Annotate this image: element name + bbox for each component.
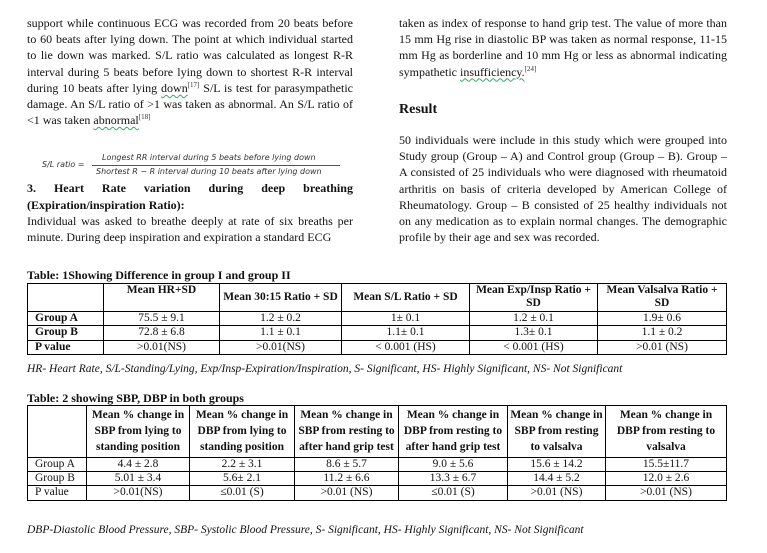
table-cell: 1.1± 0.1: [342, 326, 470, 340]
table-row: [28, 311, 727, 325]
table-header-cell: [28, 284, 104, 312]
text-fragment: taken as index of response to hand grip test. The value of more than 15 mm Hg rise in diastolic BP was taken as normal response, 11-15 mm Hg as borderline and 10 mm Hg or less as abnormal indicating sympathetic: [399, 16, 727, 79]
row-label: Group B: [28, 472, 87, 486]
citation-18[interactable]: [18]: [138, 113, 151, 122]
fraction-bar: [92, 165, 340, 166]
table-cell: >0.01 (NS): [295, 486, 399, 500]
table1-title: Table: 1Showing Difference in group I and group II: [27, 268, 291, 282]
row-label: Group A: [28, 311, 104, 325]
table-cell: < 0.001 (HS): [342, 340, 470, 354]
citation-24[interactable]: [24]: [524, 64, 537, 73]
table-header-cell: Mean Exp/Insp Ratio + SD: [470, 284, 598, 312]
insufficiency-word: insufficiency.: [459, 64, 525, 79]
table-header-cell: Mean % change in SBP from lying to standing position: [87, 406, 190, 458]
down-word: down: [161, 80, 188, 95]
left-paragraph-1: [27, 15, 353, 128]
table-cell: 12.0 ± 2.6: [606, 472, 727, 486]
table-header-cell: Mean S/L Ratio + SD: [342, 284, 470, 312]
table1: [27, 283, 727, 355]
table-cell: 5.6± 2.1: [190, 472, 295, 486]
heading-word: during: [208, 181, 244, 196]
section-3-heading-line2: (Expiration/inspiration Ratio):: [27, 197, 185, 212]
result-heading: Result: [399, 101, 438, 117]
table-header-cell: Mean 30:15 Ratio + SD: [220, 284, 342, 312]
table-cell: 1± 0.1: [342, 311, 470, 325]
heading-word: Heart: [53, 181, 84, 196]
heading-word: 3.: [27, 181, 36, 196]
table-cell: >0.01(NS): [87, 486, 190, 500]
formula-denominator: Shortest R − R interval during 10 beats after lying down: [96, 167, 322, 176]
formula-lhs: S/L ratio =: [42, 160, 85, 169]
row-label: Group B: [28, 326, 104, 340]
table-cell: 15.5±11.7: [606, 457, 727, 471]
heading-word: variation: [143, 181, 191, 196]
table-cell: 14.4 ± 5.2: [508, 472, 606, 486]
table-cell: >0.01(NS): [104, 340, 220, 354]
table-cell: 15.6 ± 14.2: [508, 457, 606, 471]
table-header-cell: Mean HR+SD: [104, 284, 220, 312]
table-cell: 9.0 ± 5.6: [399, 457, 508, 471]
sl-ratio-formula: [42, 153, 342, 183]
heading-word: deep: [261, 181, 286, 196]
table-row: [28, 457, 727, 471]
table-header-cell: [28, 406, 87, 458]
table-cell: >0.01 (NS): [606, 486, 727, 500]
text-fragment: S/L is test for parasympathetic damage. An S/L ratio of >1 was taken as abnormal. An S/L ratio of <1 was taken: [27, 80, 353, 128]
table-cell: 4.4 ± 2.8: [87, 457, 190, 471]
result-paragraph: 50 individuals were include in this study which were grouped into Study group (Group – A) and Control group (Group – B). Group – A consisted of 25 individuals who were diagnosed with rheumatoid arthritis on basis of criteria developed by American College of Rheumatology. Group – B consisted of 25 healthy individuals not on any medication as to explain normal changes. The demographic profile by their age and sex was recorded.: [399, 133, 727, 245]
table-header-cell: Mean % change in SBP from resting to after hand grip test: [295, 406, 399, 458]
section-3-paragraph: Individual was asked to breathe deeply at rate of six breaths per minute. During deep inspiration and expiration a standard ECG: [27, 213, 353, 245]
table-cell: 8.6 ± 5.7: [295, 457, 399, 471]
table-cell: < 0.001 (HS): [470, 340, 598, 354]
row-label: Group A: [28, 457, 87, 471]
table-cell: 13.3 ± 6.7: [399, 472, 508, 486]
table2-header-row: [28, 406, 727, 458]
table-header-cell: Mean % change in DBP from resting to valsalva: [606, 406, 727, 458]
table-cell: 72.8 ± 6.8: [104, 326, 220, 340]
row-label: P value: [28, 486, 87, 500]
right-paragraph-1: [399, 15, 727, 80]
table-cell: 11.2 ± 6.6: [295, 472, 399, 486]
table-cell: 5.01 ± 3.4: [87, 472, 190, 486]
table-cell: 2.2 ± 3.1: [190, 457, 295, 471]
table-cell: 1.2 ± 0.2: [220, 311, 342, 325]
table-row: [28, 472, 727, 486]
table-header-cell: Mean % change in DBP from lying to standing position: [190, 406, 295, 458]
table-cell: ≤0.01 (S): [399, 486, 508, 500]
table-cell: >0.01 (NS): [598, 340, 727, 354]
table-header-cell: Mean % change in DBP from resting to after hand grip test: [399, 406, 508, 458]
table-cell: 1.1 ± 0.2: [598, 326, 727, 340]
table-cell: >0.01(NS): [220, 340, 342, 354]
citation-17[interactable]: [17]: [187, 80, 200, 89]
table-row: [28, 326, 727, 340]
table2: [27, 405, 727, 501]
table1-footnote: HR- Heart Rate, S/L-Standing/Lying, Exp/Insp-Expiration/Inspiration, S- Significant, HS- Highly Significant, NS- Not Significant: [27, 363, 623, 375]
table-header-cell: Mean Valsalva Ratio + SD: [598, 284, 727, 312]
table-cell: 1.9± 0.6: [598, 311, 727, 325]
table-cell: 1.2 ± 0.1: [470, 311, 598, 325]
heading-word: breathing: [303, 181, 353, 196]
table-cell: ≤0.01 (S): [190, 486, 295, 500]
table-cell: 1.1 ± 0.1: [220, 326, 342, 340]
table1-header-row: [28, 284, 727, 312]
left-column: [27, 15, 353, 245]
table2-footnote: DBP-Diastolic Blood Pressure, SBP- Systolic Blood Pressure, S- Significant, HS- Highly Significant, NS- Not Significant: [27, 524, 584, 536]
abnormal-word: abnormal: [93, 113, 139, 128]
table-cell: 1.3± 0.1: [470, 326, 598, 340]
table-row: [28, 486, 727, 500]
text-fragment: support while continuous ECG was recorded from 20 beats before to 60 beats after lying down. The point at which individual started to lie down was marked. S/L ratio was calculated as longest R-R interval during 5 beats before lying down to shortest R-R interval during 10 beats after lying: [27, 16, 353, 95]
formula-numerator: Longest RR interval during 5 beats before lying down: [102, 153, 316, 162]
table-row: [28, 340, 727, 354]
right-column: [399, 15, 727, 245]
table-cell: >0.01 (NS): [508, 486, 606, 500]
table-cell: 75.5 ± 9.1: [104, 311, 220, 325]
row-label: P value: [28, 340, 104, 354]
heading-word: Rate: [101, 181, 126, 196]
table-header-cell: Mean % change in SBP from resting to valsalva: [508, 406, 606, 458]
table2-title: Table: 2 showing SBP, DBP in both groups: [27, 391, 244, 405]
